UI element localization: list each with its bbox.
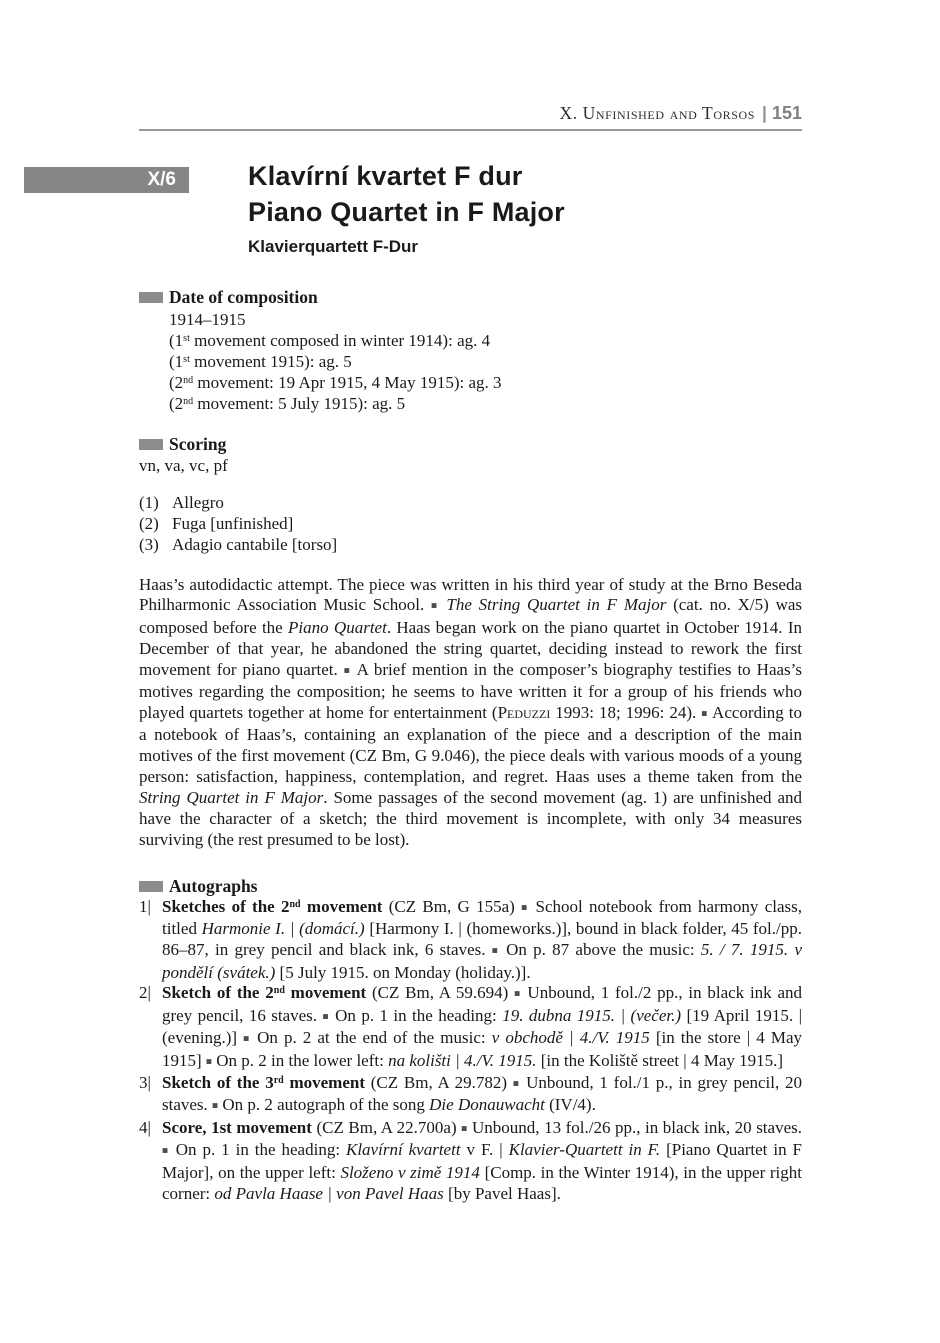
catalog-number-badge: X/6: [24, 167, 189, 193]
section-autographs-heading: [139, 875, 802, 897]
section-date-heading-label: Date of composition: [169, 287, 318, 307]
work-description: Haas’s autodidactic attempt. The piece was written in his third year of study at the Brno Beseda Philharmonic Association Music School. ■ The String Quartet in F Major (cat. no. X/5) was composed before the Piano Quartet. Haas began work on the piano quartet in October 1914. In December of that year, he abandoned the string quartet, deciding instead to rework the first movement for piano quartet. ■ A brief mention in the composer’s biography testifies to Haas’s motives regarding the composition; he seems to have written it for a group of his friends who played quartets together at home for entertainment (Peduzzi 1993: 18; 1996: 24). ■ According to a notebook of Haas’s, containing an explanation of the piece and a description of the main motives of the first movement (CZ Bm, G 9.046), the piece deals with various moods of a young person: satisfaction, happiness, contemplation, and regret. Haas uses a theme taken from the String Quartet in F Major. Some passages of the second movement (ag. 1) are unfinished and have the character of a sketch; the third movement is incomplete, with only 34 measures surviving (the rest presumed to be lost).: [139, 574, 803, 849]
section-autographs: [139, 875, 802, 1205]
work-title-block: [248, 158, 565, 258]
work-title-english: Piano Quartet in F Major: [248, 197, 565, 227]
date-line: (2nd movement: 5 July 1915): ag. 5: [169, 393, 406, 413]
autograph-item: [139, 1073, 802, 1118]
movement-number: (3): [139, 534, 159, 554]
running-header-divider: |: [762, 103, 767, 123]
section-bullet-icon: [139, 439, 163, 450]
autograph-item: [139, 1118, 802, 1205]
date-line: 1914–1915: [169, 310, 246, 329]
date-line: (1st movement 1915): ag. 5: [169, 351, 352, 371]
autograph-item-body: Sketch of the 3rd movement (CZ Bm, A 29.782) ■ Unbound, 1 fol./1 p., in grey pencil, 20 staves. ■ On p. 2 autograph of the song Die Donauwacht (IV/4).: [162, 1073, 803, 1115]
section-scoring: [139, 433, 802, 476]
autograph-item-number: 3|: [139, 1073, 151, 1093]
work-title-german: Klavierquartett F-Dur: [248, 237, 419, 256]
section-autographs-heading-label: Autographs: [169, 875, 258, 896]
section-scoring-heading-label: Scoring: [169, 433, 227, 454]
autograph-item-body: Sketches of the 2nd movement (CZ Bm, G 155a) ■ School notebook from harmony class, titled Harmonie I. | (domácí.) [Harmony I. | (homeworks.)], bound in black folder, 45 fol./pp. 86–87, in grey pencil and black ink, 6 staves. ■ On p. 87 above the music: 5. / 7. 1915. v pondělí (svátek.) [5 July 1915. on Monday (holiday.)].: [162, 896, 802, 982]
work-title-czech: Klavírní kvartet F dur: [248, 161, 523, 191]
section-date-heading: [139, 286, 802, 308]
autograph-item-body: Score, 1st movement (CZ Bm, A 22.700a) ■ Unbound, 13 fol./26 pp., in black ink, 20 staves. ■ On p. 1 in the heading: Klavírní kvartett v F. | Klavier-Quartett in F. [Piano Quartet in F Major], on the upper left: Složeno v zimě 1914 [Comp. in the Winter 1914), in the upper right corner: od Pavla Haase | von Pavel Haas [by Pavel Haas].: [162, 1117, 802, 1203]
autograph-item-number: 4|: [139, 1117, 151, 1137]
movement-item: [139, 492, 802, 513]
movement-number: (1): [139, 492, 159, 512]
autograph-item-number: 1|: [139, 896, 151, 916]
movement-list: [139, 492, 802, 555]
section-bullet-icon: [139, 292, 163, 303]
movement-item: [139, 534, 802, 555]
movement-item: [139, 513, 802, 534]
header-rule: [139, 129, 802, 131]
autograph-item-body: Sketch of the 2nd movement (CZ Bm, A 59.694) ■ Unbound, 1 fol./2 pp., in black ink and grey pencil, 16 staves. ■ On p. 1 in the heading: 19. dubna 1915. | (večer.) [19 April 1915. | (evening.)] ■ On p. 2 at the end of the music: v obchodě | 4./V. 1915 [in the store | 4 May 1915] ■ On p. 2 in the lower left: na kolišti | 4./V. 1915. [in the Koliště street | 4 May 1915.]: [162, 983, 802, 1070]
autograph-item: [139, 983, 802, 1073]
section-bullet-icon: [139, 881, 163, 892]
date-lines: [139, 310, 802, 415]
scoring-instrumentation: vn, va, vc, pf: [139, 455, 228, 475]
movement-title: Fuga [unfinished]: [172, 513, 294, 533]
autograph-item: [139, 897, 802, 984]
autograph-list: [139, 897, 802, 1205]
autograph-item-number: 2|: [139, 983, 151, 1003]
running-header: [139, 102, 802, 124]
date-line: (2nd movement: 19 Apr 1915, 4 May 1915): ag. 3: [169, 372, 502, 392]
movement-number: (2): [139, 513, 159, 533]
section-date-of-composition: [139, 286, 802, 415]
section-scoring-heading: [139, 433, 802, 455]
running-header-section-title: X. Unfinished and Torsos: [559, 103, 756, 123]
catalog-entry-content: [139, 286, 802, 1205]
date-line: (1st movement composed in winter 1914): ag. 4: [169, 330, 491, 350]
movement-title: Adagio cantabile [torso]: [172, 534, 338, 554]
page-number: 151: [771, 103, 802, 123]
movement-title: Allegro: [172, 492, 224, 512]
